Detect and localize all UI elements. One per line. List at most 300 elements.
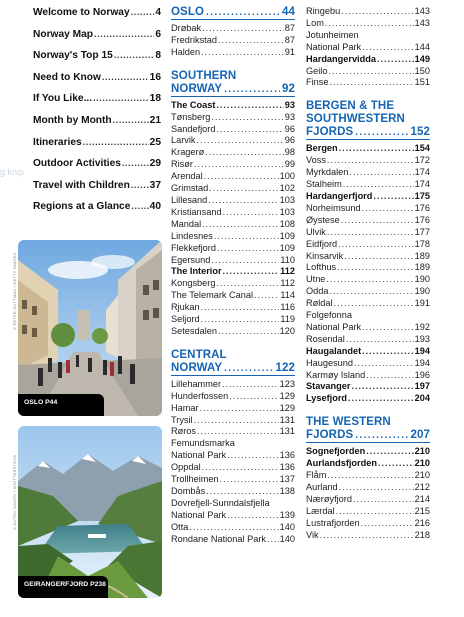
place-entry[interactable] (306, 310, 430, 334)
place-entry[interactable] (306, 370, 430, 382)
main-contents-list (33, 7, 161, 223)
leader-dots (202, 462, 279, 474)
entry-title: Larvik (171, 135, 196, 146)
region-title: OSLO (171, 6, 204, 18)
entry-page: 210 (414, 470, 430, 481)
section-title: Travel with Children (33, 179, 130, 191)
section-page: 37 (149, 179, 161, 191)
leader-dots (355, 429, 408, 442)
place-entry[interactable] (306, 77, 430, 89)
entry-page: 151 (414, 77, 430, 88)
entry-page: 109 (279, 242, 295, 253)
entry-page: 215 (414, 505, 430, 516)
region-title: FJORDS (306, 126, 354, 139)
entry-page: 189 (414, 262, 430, 273)
place-entry[interactable] (171, 302, 295, 314)
region-header[interactable] (171, 6, 295, 20)
section-gap (171, 59, 295, 70)
leader-dots (320, 530, 414, 542)
place-entry[interactable] (171, 219, 295, 231)
entry-page: 174 (414, 179, 430, 190)
entry-page: 178 (414, 238, 430, 249)
place-entry[interactable] (171, 379, 295, 391)
entry-title: Kristiansand (171, 206, 222, 217)
place-entry[interactable] (171, 207, 295, 219)
entry-page: 149 (414, 53, 430, 64)
entry-page: 91 (284, 46, 295, 57)
subregion-entry[interactable] (306, 54, 430, 66)
leader-dots (206, 6, 280, 19)
leader-dots (343, 179, 414, 191)
entry-title: Myrkdalen (306, 167, 349, 178)
entry-title-line: National Park (171, 509, 227, 520)
entry-title: Arendal (171, 171, 203, 182)
entry-page: 172 (414, 155, 430, 166)
region-header[interactable] (306, 416, 430, 443)
entry-title: Norheimsund (306, 202, 361, 213)
main-section-link[interactable] (33, 115, 161, 137)
place-entry[interactable] (171, 474, 295, 486)
region-header-line (171, 6, 295, 20)
entry-page: 150 (414, 65, 430, 76)
region-page: 44 (282, 6, 295, 18)
leader-dots (113, 115, 149, 125)
entry-title: Fredrikstad (171, 34, 217, 45)
entry-title: Hardangerfjord (306, 190, 373, 201)
entry-title: Lillesand (171, 194, 208, 205)
section-title: Welcome to Norway (33, 7, 130, 18)
leader-dots (209, 183, 278, 195)
entry-title: Risør (171, 159, 193, 170)
main-section-link[interactable] (33, 180, 161, 202)
entry-row (171, 450, 295, 462)
entry-title: Oppdal (171, 462, 201, 473)
entry-title: Ringebu (306, 6, 341, 16)
leader-dots (355, 126, 408, 139)
leader-dots (329, 77, 413, 89)
entry-title: Geilo (306, 65, 328, 76)
leader-dots (349, 167, 413, 179)
subregion-entry[interactable] (306, 346, 430, 358)
section-page: 16 (149, 71, 161, 83)
place-entry[interactable] (306, 167, 430, 179)
entry-page: 143 (414, 17, 430, 28)
entry-title: Hamar (171, 402, 199, 413)
leader-dots (329, 286, 413, 298)
leader-dots (229, 391, 278, 403)
entry-title: Flåm (306, 470, 327, 481)
place-entry[interactable] (306, 506, 430, 518)
entry-page: 99 (284, 159, 295, 170)
entry-title: Lindesnes (171, 230, 213, 241)
section-title: Itineraries (33, 136, 82, 148)
region-title: NORWAY (171, 82, 223, 95)
leader-dots (93, 93, 149, 103)
leader-dots (206, 486, 278, 498)
section-page: 40 (149, 201, 161, 213)
region-header-line (306, 416, 430, 429)
region-title: NORWAY (171, 361, 223, 374)
entry-page: 93 (284, 99, 295, 110)
entry-title: Kinsarvik (306, 250, 344, 261)
entry-title: The Coast (171, 99, 216, 110)
entry-row (306, 322, 430, 334)
entry-title: Sognefjorden (306, 446, 366, 457)
subregion-entry[interactable] (306, 381, 430, 393)
place-entry[interactable] (171, 278, 295, 290)
leader-dots (122, 158, 149, 168)
entry-title: Trollheimen (171, 474, 219, 485)
entry-title: Nærøyfjord (306, 493, 352, 504)
leader-dots (325, 18, 414, 30)
leader-dots (216, 124, 283, 136)
region-page: 92 (282, 82, 295, 95)
section-title: Norway Map (33, 28, 94, 40)
place-entry[interactable] (306, 239, 430, 251)
entry-page: 177 (414, 226, 430, 237)
entry-page: 100 (279, 171, 295, 182)
place-entry[interactable] (171, 403, 295, 415)
entry-title: Kongsberg (171, 278, 216, 289)
entry-page: 138 (279, 486, 295, 496)
leader-dots (189, 522, 278, 534)
place-entry[interactable] (171, 147, 295, 159)
region-header[interactable] (306, 100, 430, 140)
entry-page: 193 (414, 333, 430, 344)
place-entry[interactable] (171, 314, 295, 326)
entry-title: Haugalandet (306, 345, 362, 356)
leader-dots (131, 201, 148, 211)
place-entry[interactable] (171, 135, 295, 147)
section-gap (306, 89, 430, 100)
place-entry[interactable] (306, 262, 430, 274)
leader-dots (336, 506, 414, 518)
place-entry[interactable] (306, 215, 430, 227)
leader-dots (341, 6, 413, 18)
entry-title: Røros (171, 426, 197, 437)
main-section-link[interactable] (33, 93, 161, 115)
oslo-photo-credit: © PETER GUTTMAN / GETTY IMAGES (12, 252, 17, 330)
place-entry[interactable] (171, 112, 295, 124)
place-entry[interactable] (306, 30, 430, 54)
place-entry[interactable] (171, 171, 295, 183)
entry-title-line: National Park (306, 41, 362, 52)
entry-title: Røldal (306, 298, 333, 309)
entry-title: Aurlandsfjorden (306, 458, 377, 469)
subregion-entry[interactable] (306, 393, 430, 405)
leader-dots (202, 23, 284, 35)
entry-page: 116 (280, 302, 295, 313)
leader-dots (348, 393, 414, 405)
entry-title: Aurland (306, 482, 338, 492)
main-section-link[interactable] (33, 50, 161, 72)
leader-dots (223, 266, 280, 278)
section-page: 8 (155, 50, 161, 62)
entry-title: Lillehammer (171, 378, 222, 389)
section-title: Norway's Top 15 (33, 50, 113, 62)
place-entry[interactable] (171, 47, 295, 59)
leader-dots (220, 474, 279, 486)
entry-title-line: National Park (171, 450, 227, 461)
entry-title: Rondane National Park (171, 533, 266, 544)
leader-dots (131, 7, 155, 17)
leader-dots (377, 54, 414, 66)
leader-dots (346, 334, 414, 346)
entry-page: 139 (279, 509, 295, 520)
leader-dots (201, 314, 280, 326)
leader-dots (227, 510, 279, 522)
leader-dots (366, 446, 413, 458)
entry-title: Drøbak (171, 23, 202, 33)
entry-page: 194 (414, 345, 430, 356)
entry-page: 214 (414, 493, 430, 504)
place-entry[interactable] (171, 183, 295, 195)
entry-title: Trysil (171, 414, 193, 425)
entry-page: 87 (284, 34, 295, 45)
entry-title: Otta (171, 521, 189, 532)
contents-column-3 (306, 6, 430, 542)
leader-dots (344, 251, 413, 263)
main-section-link[interactable] (33, 137, 161, 159)
subregion-entry[interactable] (306, 446, 430, 458)
place-entry[interactable] (306, 358, 430, 370)
entry-title: Ulvik (306, 226, 326, 237)
entry-page: 112 (280, 266, 295, 277)
main-section-link[interactable] (33, 201, 161, 223)
entry-title-line: Folgefonna (306, 310, 352, 321)
subregion-entry[interactable] (171, 100, 295, 112)
entry-title: Tønsberg (171, 111, 211, 122)
leader-dots (339, 143, 414, 155)
leader-dots (327, 470, 413, 482)
region-header-line (171, 83, 295, 97)
entry-page: 216 (414, 517, 430, 528)
main-section-link[interactable] (33, 158, 161, 180)
entry-title: Setesdalen (171, 325, 217, 336)
entry-page: 136 (279, 462, 295, 473)
place-entry[interactable] (171, 391, 295, 403)
entry-page: 114 (280, 290, 295, 301)
place-entry[interactable] (171, 35, 295, 47)
entry-page: 204 (414, 393, 430, 404)
leader-dots (327, 227, 414, 239)
place-entry[interactable] (306, 66, 430, 78)
leader-dots (327, 155, 414, 167)
subregion-entry[interactable] (306, 143, 430, 155)
entry-title: Dombås (171, 486, 206, 496)
leader-dots (338, 239, 414, 251)
entry-page: 87 (284, 23, 295, 33)
entry-page: 98 (284, 147, 295, 158)
entry-page: 136 (279, 450, 295, 461)
place-entry[interactable] (306, 286, 430, 298)
leader-dots (341, 215, 414, 227)
leader-dots (227, 450, 279, 462)
place-entry[interactable] (306, 203, 430, 215)
entry-page: 112 (280, 278, 295, 289)
region-title: SOUTHWESTERN (306, 113, 405, 126)
entry-title: Utne (306, 274, 326, 285)
region-title: SOUTHERN (171, 69, 237, 82)
place-entry[interactable] (171, 534, 295, 546)
main-section-link[interactable] (33, 72, 161, 94)
leader-dots (328, 66, 413, 78)
leader-dots (216, 100, 283, 112)
entry-page: 110 (280, 254, 295, 265)
leader-dots (202, 219, 279, 231)
leader-dots (204, 171, 279, 183)
section-page: 21 (149, 114, 161, 126)
entry-page: 212 (414, 482, 430, 492)
place-entry[interactable] (306, 482, 430, 494)
entry-page: 190 (414, 274, 430, 285)
place-entry[interactable] (171, 438, 295, 462)
entry-page: 131 (279, 414, 295, 425)
place-entry[interactable] (306, 179, 430, 191)
leader-dots (224, 362, 273, 375)
entry-page: 176 (414, 214, 430, 225)
entry-page: 144 (414, 41, 430, 52)
entry-title: The Interior (171, 266, 222, 277)
main-section-link[interactable] (33, 29, 161, 51)
place-entry[interactable] (171, 486, 295, 498)
leader-dots (362, 42, 414, 54)
place-entry[interactable] (171, 243, 295, 255)
place-entry[interactable] (171, 462, 295, 474)
region-header-line (306, 100, 430, 113)
leader-dots (366, 370, 413, 382)
oslo-photo (18, 240, 162, 416)
entry-title: Voss (306, 155, 326, 166)
place-entry[interactable] (306, 6, 430, 18)
leader-dots (200, 403, 279, 415)
entry-title: Finse (306, 77, 329, 88)
entry-page: 123 (279, 378, 295, 389)
region-title: BERGEN & THE (306, 100, 395, 113)
place-entry[interactable] (171, 159, 295, 171)
geirangerfjord-photo (18, 426, 162, 598)
entry-page: 129 (279, 390, 295, 401)
place-entry[interactable] (171, 124, 295, 136)
place-entry[interactable] (306, 494, 430, 506)
place-entry[interactable] (306, 227, 430, 239)
entry-title-line: Femundsmarka (171, 438, 235, 449)
place-entry[interactable] (306, 155, 430, 167)
entry-title: Eidfjord (306, 238, 338, 249)
leader-dots (334, 298, 414, 310)
entry-title: Hunderfossen (171, 390, 229, 401)
place-entry[interactable] (171, 426, 295, 438)
section-title: If You Like... (33, 93, 93, 105)
place-entry[interactable] (171, 23, 295, 35)
entry-page: 196 (414, 369, 430, 380)
leader-dots (194, 415, 279, 427)
entry-title: Lustrafjorden (306, 517, 360, 528)
entry-page: 140 (279, 533, 295, 544)
entry-title: Øystese (306, 214, 340, 225)
leader-dots (337, 262, 414, 274)
leader-dots (197, 135, 284, 147)
leader-dots (102, 72, 149, 82)
place-entry[interactable] (306, 298, 430, 310)
entry-page: 96 (284, 123, 295, 134)
contents-column-2 (171, 6, 295, 546)
leader-dots (214, 231, 279, 243)
entry-title: Halden (171, 46, 201, 57)
geiranger-caption: GEIRANGERFJORD P238 (18, 576, 108, 598)
leader-dots (353, 494, 414, 506)
place-entry[interactable] (171, 326, 295, 338)
leader-dots (205, 147, 284, 159)
entry-title-line: Jotunheimen (306, 29, 359, 40)
leader-dots (362, 346, 414, 358)
leader-dots (201, 302, 280, 314)
place-entry[interactable] (171, 255, 295, 267)
entry-page: 137 (279, 474, 295, 485)
entry-title: Lærdal (306, 505, 335, 516)
place-entry[interactable] (171, 522, 295, 534)
entry-title: Seljord (171, 314, 200, 325)
entry-title: Egersund (171, 254, 211, 265)
entry-title: Grimstad (171, 183, 209, 194)
place-entry[interactable] (306, 251, 430, 263)
region-page: 207 (410, 429, 430, 442)
leader-dots (362, 322, 414, 334)
region-header[interactable] (171, 70, 295, 97)
entry-page: 197 (414, 381, 430, 392)
leader-dots (222, 379, 279, 391)
entry-title: Lofthus (306, 262, 337, 273)
place-entry[interactable] (171, 415, 295, 427)
oslo-street-image (18, 240, 162, 416)
place-entry[interactable] (306, 518, 430, 530)
leader-dots (208, 195, 278, 207)
place-entry[interactable] (171, 498, 295, 522)
entry-title: Lysefjord (306, 393, 348, 404)
section-gap (171, 338, 295, 349)
place-entry[interactable] (171, 231, 295, 243)
place-entry[interactable] (306, 470, 430, 482)
region-header-line (306, 126, 430, 140)
place-entry[interactable] (306, 18, 430, 30)
region-header[interactable] (171, 349, 295, 376)
leader-dots (362, 203, 414, 215)
leader-dots (339, 482, 414, 494)
region-header-line (306, 429, 430, 443)
entry-row (306, 42, 430, 54)
place-entry[interactable] (171, 290, 295, 302)
subregion-entry[interactable] (306, 458, 430, 470)
place-entry[interactable] (306, 334, 430, 346)
entry-title: Rosendal (306, 333, 345, 344)
entry-title: Karmøy Island (306, 369, 366, 380)
subregion-entry[interactable] (171, 266, 295, 278)
place-entry[interactable] (171, 195, 295, 207)
main-section-link[interactable] (33, 7, 161, 29)
entry-page: 129 (279, 402, 295, 413)
section-page: 29 (149, 158, 161, 170)
place-entry[interactable] (306, 274, 430, 286)
faint-bleed-text: g knip (0, 167, 25, 177)
subregion-entry[interactable] (306, 191, 430, 203)
leader-dots (83, 137, 149, 147)
entry-page: 192 (414, 321, 430, 332)
entry-page: 96 (284, 135, 295, 146)
place-entry[interactable] (306, 530, 430, 542)
leader-dots (197, 426, 279, 438)
entry-page: 103 (279, 194, 295, 205)
leader-dots (211, 112, 283, 124)
